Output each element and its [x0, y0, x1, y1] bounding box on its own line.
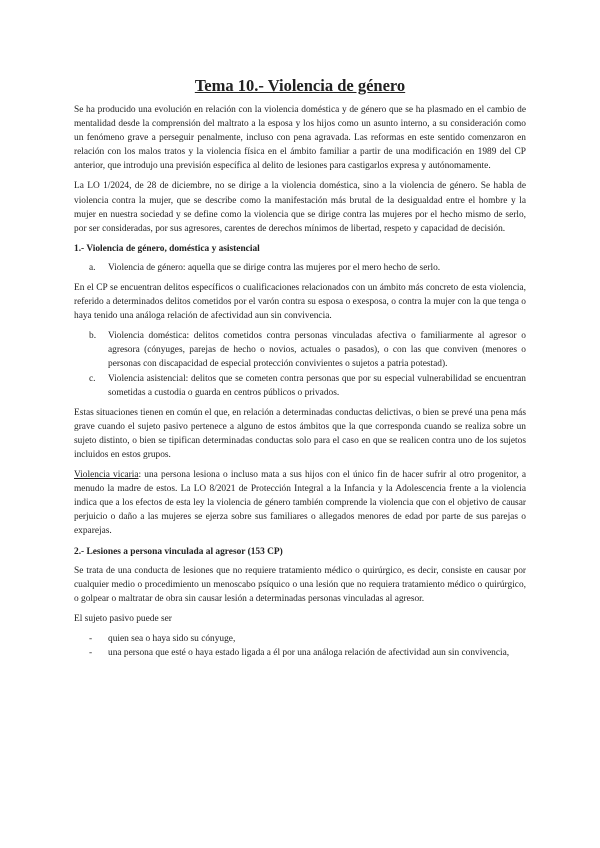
list-item: [74, 261, 526, 275]
intro-paragraph: Se ha producido una evolución en relación con la violencia doméstica y de género que se ha plasmado en el cambio de mentalidad desde la comprensión del maltrato a la esposa y los hijos como un asunto interno, a su consideración como un fenómeno grave a perseguir penalmente, incluso con pena agravada. Las reformas en este sentido comenzaron en relación con los malos tratos y la violencia física en el ámbito familiar a partir de una modificación en 1989 del CP anterior, que introdujo una previsión específica al delito de lesiones para castigarlos expresa y autónomamente.: [74, 105, 526, 172]
list-item: [74, 646, 526, 660]
list-item: [74, 329, 526, 371]
types-list-a: [74, 261, 526, 275]
page-title: Tema 10.- Violencia de género: [194, 76, 406, 95]
types-list-bc: [74, 329, 526, 399]
sujeto-pasivo-list: [74, 632, 526, 660]
list-item-text: una persona que esté o haya estado ligada a él por una análoga relación de afectividad aun sin convivencia,: [108, 648, 510, 658]
list-item-text: quien sea o haya sido su cónyuge,: [108, 633, 236, 644]
sujeto-pasivo-paragraph: El sujeto pasivo puede ser: [74, 613, 172, 624]
situations-paragraph: Estas situaciones tienen en común el que, en relación a determinadas conductas delictivas, o bien se prevé una pena más grave cuando el sujeto pasivo pertenece a alguno de estos ámbitos que la que corresponda cuando se realiza sobre un sujeto distinto, o bien se tipifican determinadas conductas solo para el caso en que se realicen contra uno de los sujetos incluidos en estos grupos.: [74, 407, 526, 460]
section-heading-1: 1.- Violencia de género, doméstica y asistencial: [74, 243, 260, 254]
document-page: [74, 76, 526, 666]
list-marker: a.: [89, 262, 96, 273]
vicaria-text: : una persona lesiona o incluso mata a sus hijos con el único fin de hacer sufrir al otro progenitor, a menudo la madre de estos. La LO 8/2021 de Protección Integral a la Infancia y la Adolescencia frente a la violencia indica que a los efectos de esta ley la violencia de género también comprende la violencia que con el objetivo de causar perjuicio o daño a las mujeres se ejerza sobre sus familiares o allegados menores de edad por parte de sus parejas o exparejas.: [74, 470, 526, 537]
cp-paragraph: En el CP se encuentran delitos específicos o cualificaciones relacionados con un ámbito más concreto de esta violencia, referido a determinados delitos cometidos por el varón contra su esposa o exesposa, o contra la mujer con la que tenga o haya tenido una análoga relación de afectividad aun sin convivencia.: [74, 282, 526, 322]
list-item-text: Violencia asistencial: delitos que se cometen contra personas que por su especial vulnerabilidad se encuentran sometidas a custodia o guarda en centros públicos o privados.: [108, 373, 526, 398]
list-item-text: Violencia doméstica: delitos cometidos contra personas vinculadas afectiva o familiarmente al agresor o agresora (cónyuges, parejas de hecho o novios, actuales o pasados), o con las que conviven (menores o personas con discapacidad de especial protección convivientes o sujetos a patria potestad).: [108, 331, 526, 370]
section-heading-2: 2.- Lesiones a persona vinculada al agresor (153 CP): [74, 546, 283, 557]
list-marker: -: [89, 648, 93, 658]
vicaria-term: Violencia vicaria: [74, 470, 139, 481]
list-item: [74, 372, 526, 400]
list-marker: b.: [89, 331, 97, 342]
list-item-text: Violencia de género: aquella que se dirige contra las mujeres por el mero hecho de serlo.: [108, 262, 441, 273]
list-item: [74, 632, 526, 646]
vicaria-paragraph: [74, 468, 526, 538]
list-marker: -: [89, 633, 93, 644]
lesiones-paragraph: Se trata de una conducta de lesiones que no requiere tratamiento médico o quirúrgico, es decir, consiste en causar por cualquier medio o procedimiento un menoscabo psíquico o una lesión que no requiera tratamiento médico o quirúrgico, o golpear o maltratar de obra sin causar lesión a determinadas personas vinculadas al agresor.: [74, 565, 526, 604]
list-marker: c.: [89, 373, 96, 384]
lo-2024-paragraph: La LO 1/2024, de 28 de diciembre, no se dirige a la violencia doméstica, sino a la violencia de género. Se habla de violencia contra la mujer, que se describe como la manifestación más brutal de la desigualdad entre el hombre y la mujer en nuestra sociedad y se define como la violencia que se dirige contra las mujeres por el hecho mismo de serlo, por ser consideradas, por sus agresores, carentes de derechos mínimos de libertad, respeto y capacidad de decisión.: [74, 181, 526, 234]
